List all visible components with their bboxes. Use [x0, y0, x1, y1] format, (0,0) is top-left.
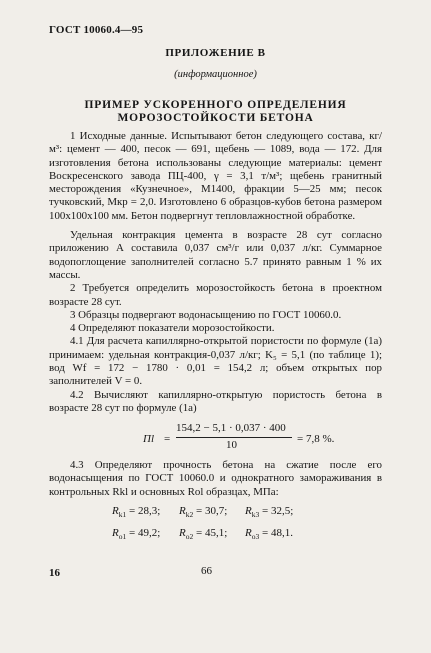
appendix-title	[0, 99, 431, 125]
appendix-label: ПРИЛОЖЕНИЕ В	[165, 47, 266, 59]
paragraph-initial-data: 1 Исходные данные. Испытывают бетон следующего состава, кг/м³: цемент — 400, песок — 691, щебень — 1089, вода — 172. Для изготовления бетона использованы следующие материалы: цемент Воскресенского завода ПЦ-400, γ = 3,1 т/м³; щебень гранитный месторождения «Кузнечное», М1400, фракции 5—25 мм; песок тучковский, Mкр = 2,0. Изготовлено 6 образцов-кубов бетона размером 100x100x100 мм. Бетон подвергнут тепловлажностной обработке.	[49, 130, 382, 222]
strength-paragraph	[49, 459, 382, 499]
strength-value: $R_{o1} = 49,2$;	[112, 527, 161, 542]
formula-equals: =	[164, 433, 171, 445]
strength-value: $R_{k3} = 32,5$;	[245, 505, 294, 520]
appendix-kind: (информационное)	[174, 69, 257, 80]
formula-result: = 7,8 %.	[297, 433, 335, 445]
paragraph-saturation: 3 Образцы подвергают водонасыщению по ГОСТ 10060.0.	[70, 308, 342, 321]
paragraph-requirement: 2 Требуется определить морозостойкость бетона в проектном возрасте 28 сут.	[49, 282, 382, 308]
paragraph-indicators: 4 Определяют показатели морозостойкости.	[70, 322, 275, 335]
body-text	[49, 130, 382, 415]
strength-value: $R_{o2} = 45,1$;	[179, 527, 228, 542]
formula-numerator: 154,2 − 5,1 · 0,037 · 400	[176, 422, 286, 434]
page-number-center: 66	[201, 565, 212, 577]
paragraph-porosity-calc: 4.2 Вычисляют капиллярно-открытую пористость бетона в возрасте 28 сут по формуле (1а)	[49, 388, 382, 414]
strength-value: $R_{k2} = 30,7$;	[179, 505, 228, 520]
porosity-formula	[143, 419, 363, 453]
paragraph-porosity-inputs: 4.1 Для расчета капиллярно-открытой пористости по формуле (1а) принимаем: удельная контракция-0,037 л/кг; K₅ = 5,1 (по таблице 1); вод Wf = 172 − 1780 · 0,01 = 154,2 л; объем открытых пор заполнителей V = 0.	[49, 335, 382, 388]
strength-value: $R_{o3} = 48,1$.	[245, 527, 293, 542]
page-number-left: 16	[49, 567, 60, 579]
paragraph-contraction: Удельная контракция цемента в возрасте 28 сут согласно приложению А составила 0,037 см³/г или 0,037 л/кг. Суммарное водопоглощение заполнителей согласно 5.7 принято равным 1 % их массы.	[49, 229, 382, 281]
doc-code-header: ГОСТ 10060.4—95	[49, 24, 144, 36]
paragraph-strength: 4.3 Определяют прочность бетона на сжатие после его водонасыщения по ГОСТ 10060.0 и однократного замораживания в контрольных Rkl и основных Rol образцах, МПа:	[49, 459, 382, 498]
fraction-bar	[176, 437, 292, 438]
title-line-2: МОРОЗОСТОЙКОСТИ БЕТОНА	[117, 112, 314, 124]
title-line-1: ПРИМЕР УСКОРЕННОГО ОПРЕДЕЛЕНИЯ	[84, 99, 347, 111]
strength-value: $R_{k1} = 28,3$;	[112, 505, 161, 520]
formula-denominator: 10	[226, 439, 237, 451]
formula-lhs: Пl	[143, 433, 154, 445]
